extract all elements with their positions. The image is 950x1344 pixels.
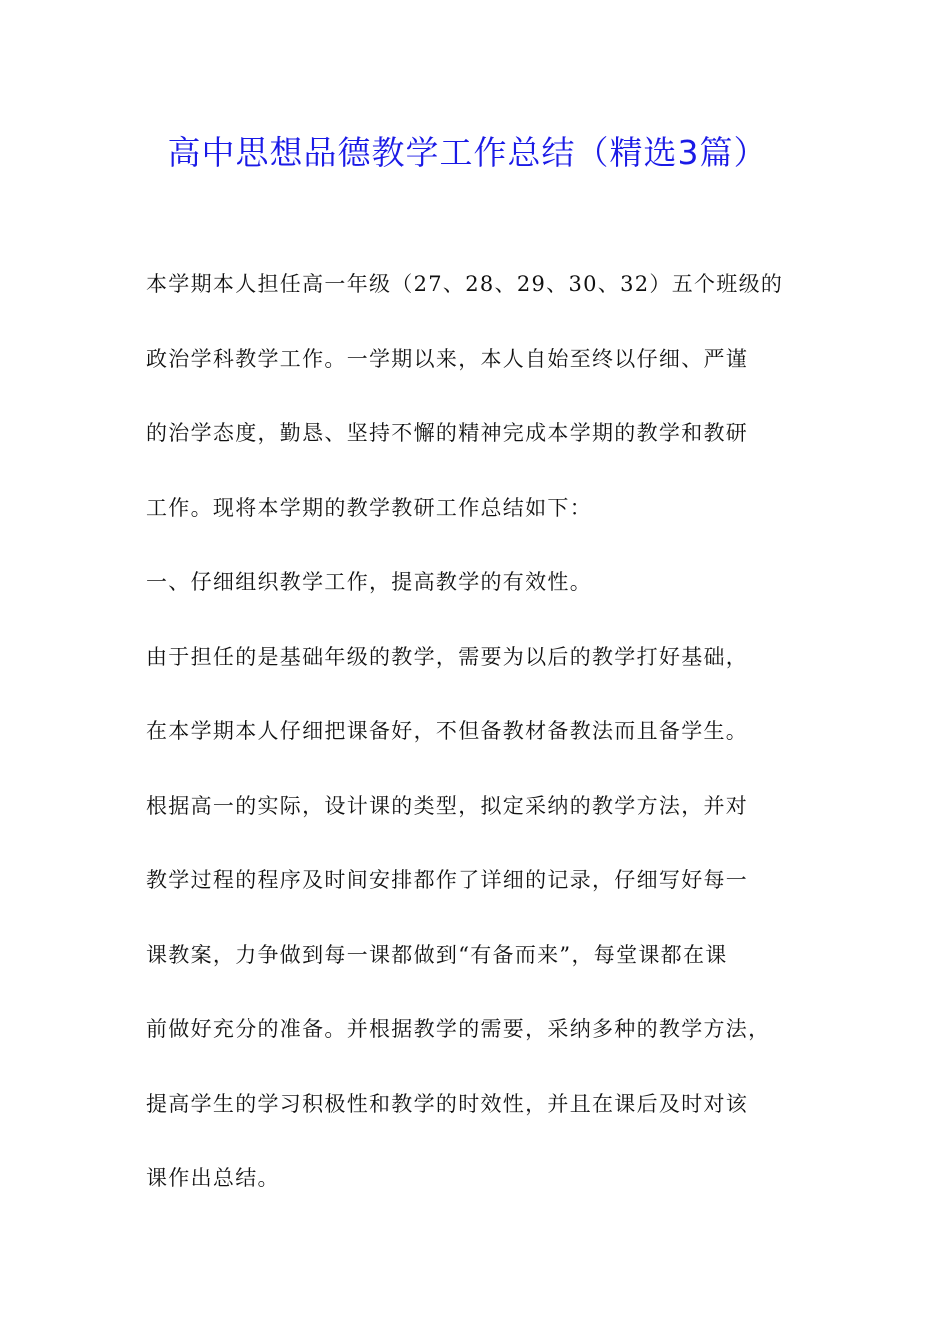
paragraph-line: 根据高一的实际，设计课的类型，拟定采纳的教学方法，并对 bbox=[146, 793, 749, 818]
paragraph-line: 政治学科教学工作。一学期以来，本人自始至终以仔细、严谨 bbox=[146, 346, 749, 371]
paragraph-line: 由于担任的是基础年级的教学，需要为以后的教学打好基础， bbox=[146, 644, 749, 669]
document-title: 高中思想品德教学工作总结（精选3篇） bbox=[167, 133, 768, 172]
document-body bbox=[146, 262, 846, 1231]
paragraph-line: 提高学生的学习积极性和教学的时效性，并且在课后及时对该 bbox=[146, 1091, 749, 1116]
paragraph-line: 课教案，力争做到每一课都做到“有备而来”，每堂课都在课 bbox=[146, 942, 728, 967]
paragraph-line: 在本学期本人仔细把课备好，不但备教材备教法而且备学生。 bbox=[146, 719, 749, 743]
paragraph-line: 前做好充分的准备。并根据教学的需要，采纳多种的教学方法， bbox=[146, 1017, 771, 1041]
paragraph-line: 工作。现将本学期的教学教研工作总结如下： bbox=[146, 495, 592, 520]
section-heading: 一、仔细组织教学工作，提高教学的有效性。 bbox=[146, 570, 592, 594]
paragraph-line: 的治学态度，勤恳、坚持不懈的精神完成本学期的教学和教研 bbox=[146, 421, 749, 445]
paragraph-line: 教学过程的程序及时间安排都作了详细的记录，仔细写好每一 bbox=[146, 868, 749, 892]
paragraph-line: 课作出总结。 bbox=[146, 1166, 280, 1190]
paragraph-line: 本学期本人担任高一年级（27、28、29、30、32）五个班级的 bbox=[146, 272, 784, 296]
